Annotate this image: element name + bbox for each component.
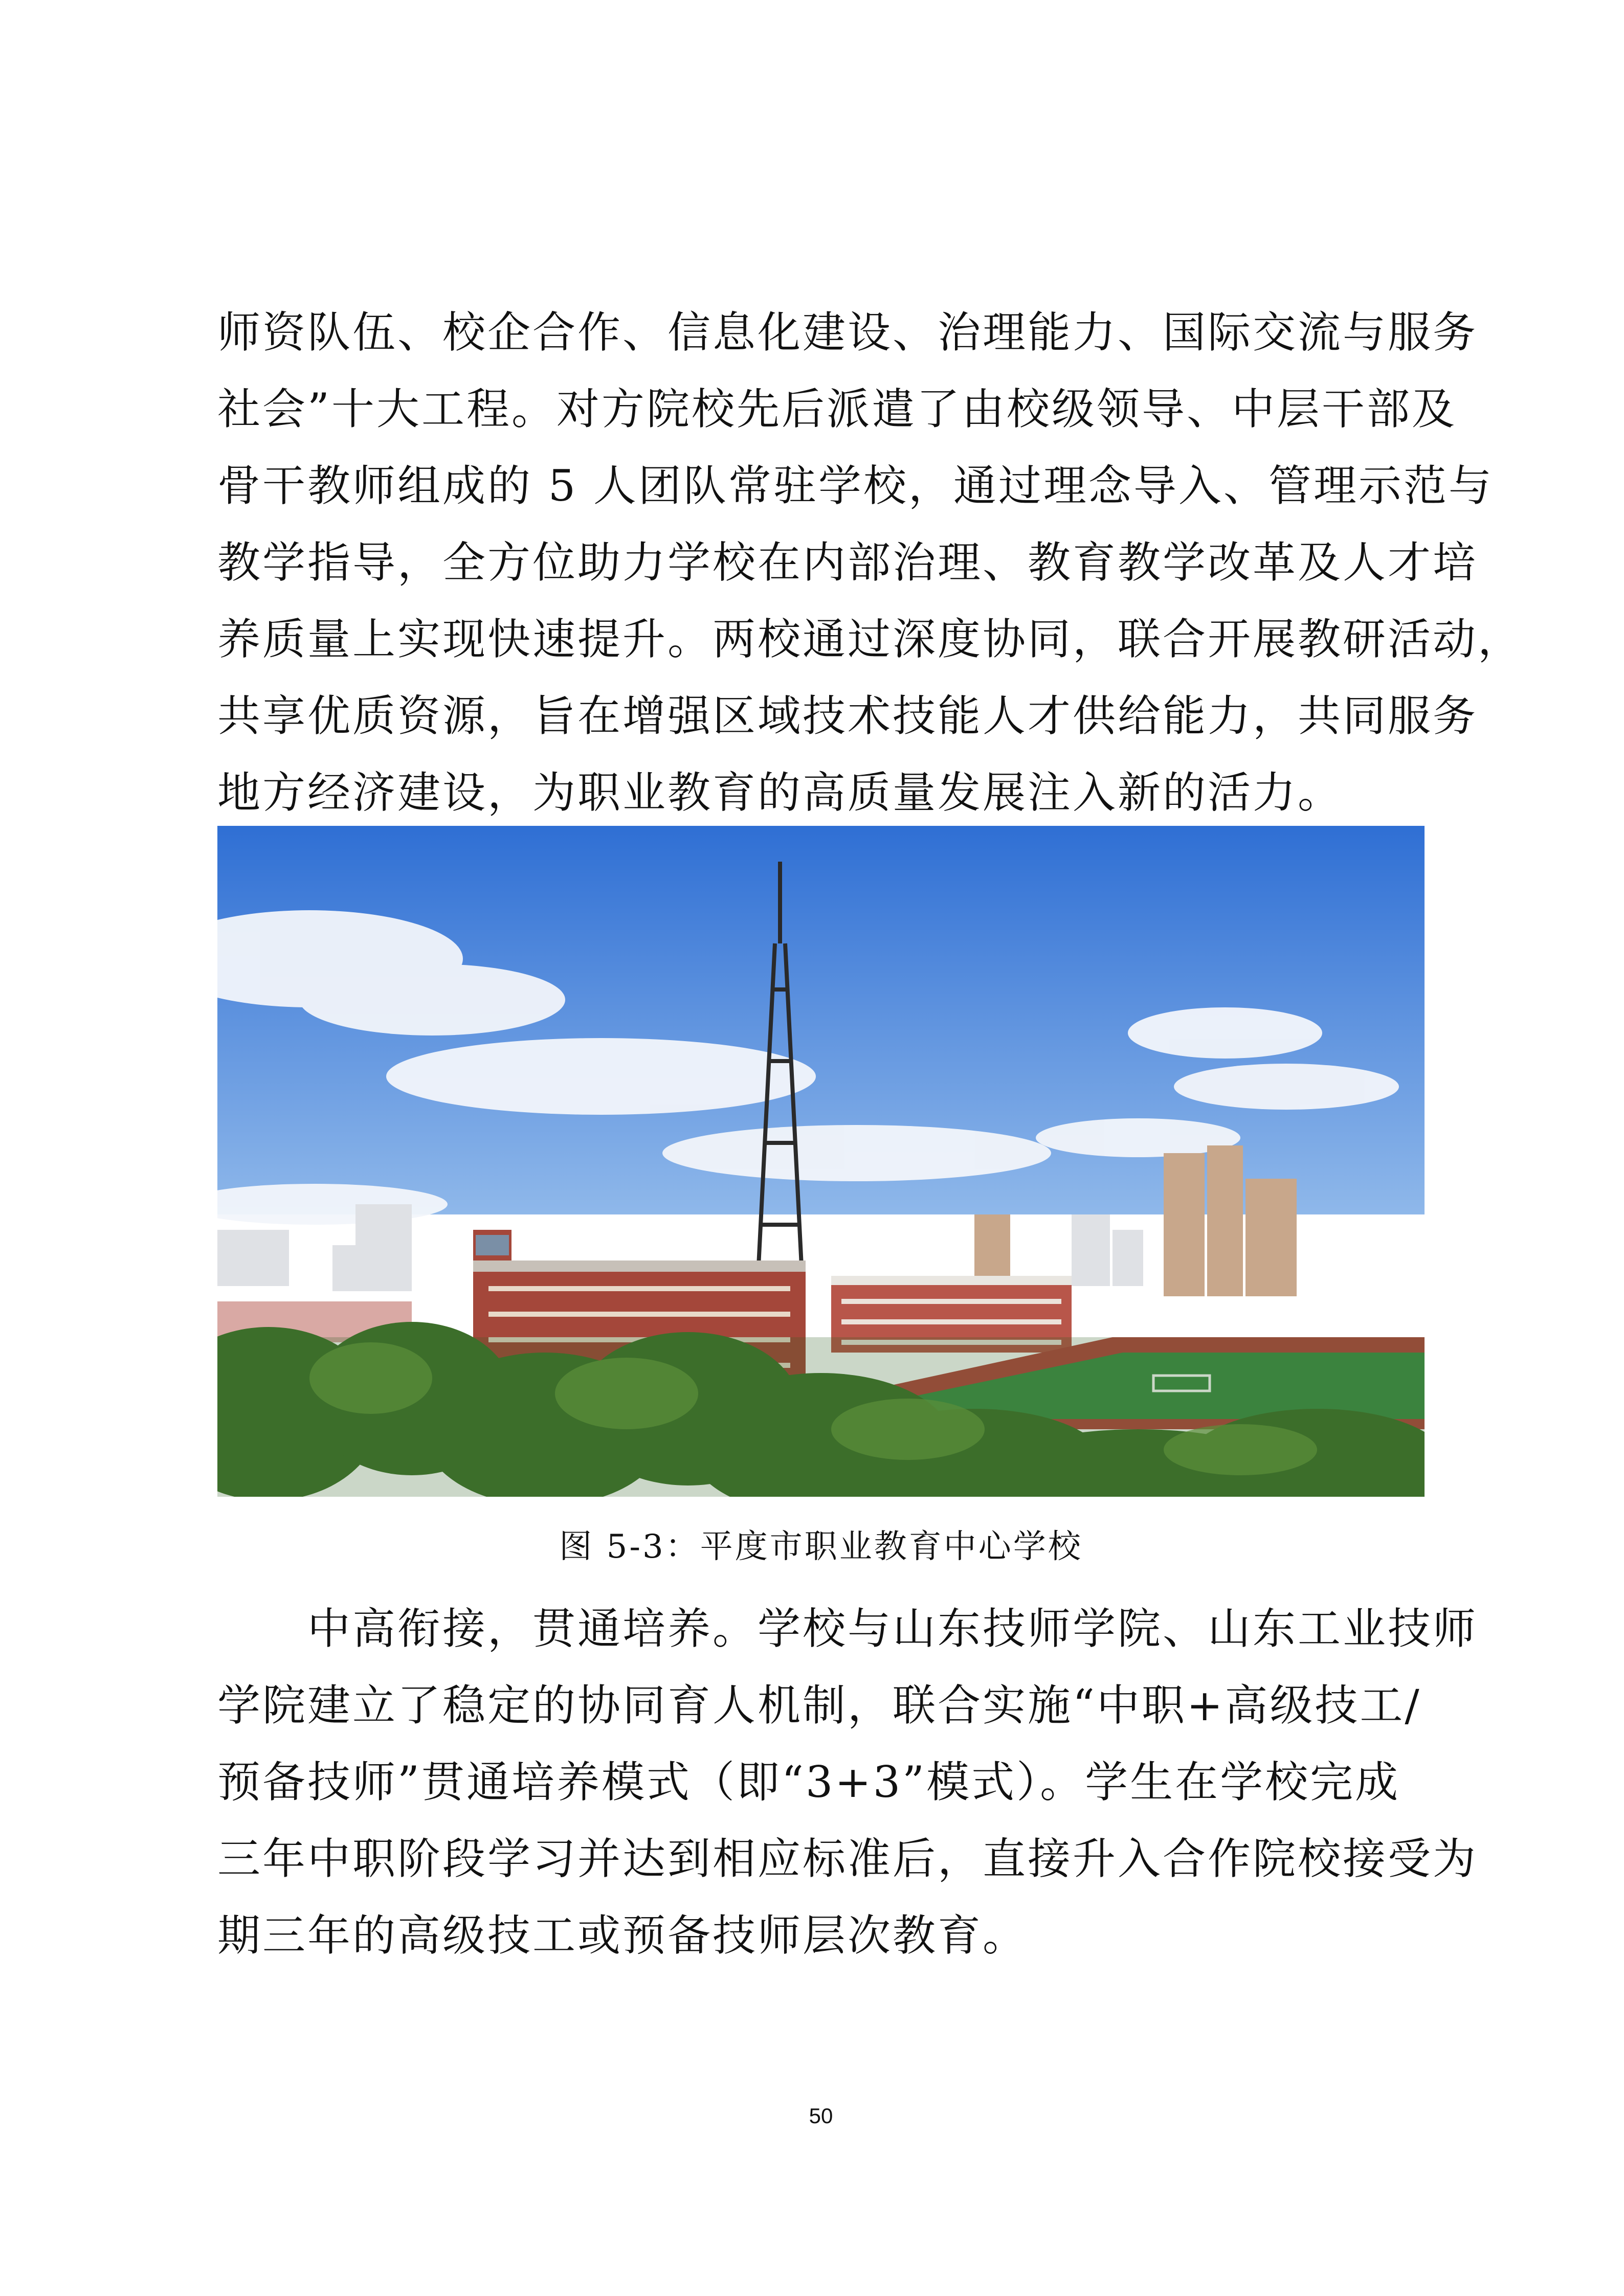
text-line: 师资队伍、校企合作、信息化建设、治理能力、国际交流与服务 [217,307,1478,357]
page-number: 50 [809,2104,833,2128]
text-line: 地方经济建设，为职业教育的高质量发展注入新的活力。 [217,768,1343,818]
text-line: 中高衔接，贯通培养。学校与山东技师学院、山东工业技师 [217,1604,1478,1654]
text-line: 学院建立了稳定的协同育人机制，联合实施“中职+高级技工/ [217,1680,1421,1730]
text-line: 教学指导，全方位助力学校在内部治理、教育教学改革及人才培 [217,537,1478,588]
body-paragraph [217,1590,1478,1974]
campus-photo [217,826,1425,1497]
text-line: 骨干教师组成的 5 人团队常驻学校，通过理念导入、管理示范与 [217,461,1494,511]
text-line: 共享优质资源，旨在增强区域技术技能人才供给能力，共同服务 [217,691,1478,741]
campus-photo-illustration [217,826,1425,1497]
text-line: 养质量上实现快速提升。两校通过深度协同，联合开展教研活动， [217,614,1523,664]
text-line: 三年中职阶段学习并达到相应标准后，直接升入合作院校接受为 [217,1834,1478,1884]
text-line: 社会”十大工程。对方院校先后派遣了由校级领导、中层干部及 [217,384,1457,434]
figure-caption: 图 5-3：平度市职业教育中心学校 [559,1528,1083,1566]
body-paragraph [217,294,1523,831]
text-line: 预备技师”贯通培养模式（即“3+3”模式）。学生在学校完成 [217,1757,1400,1807]
text-line: 期三年的高级技工或预备技师层次教育。 [217,1910,1028,1961]
